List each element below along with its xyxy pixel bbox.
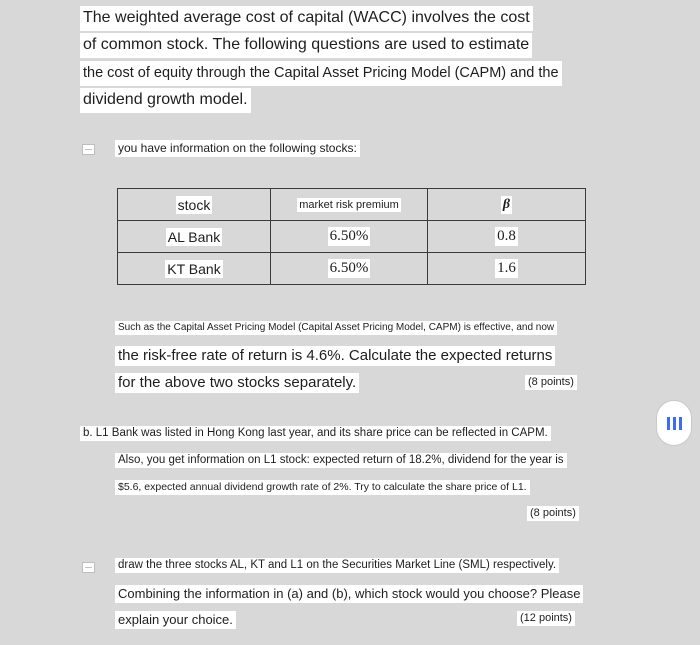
part-c-points: (12 points) xyxy=(517,611,575,626)
part-b-text-2: Also, you get information on L1 stock: expected return of 18.2%, dividend for the year is xyxy=(115,453,567,468)
intro-line-3: the cost of equity through the Capital Asset Pricing Model (CAPM) and the xyxy=(80,61,562,86)
table-row xyxy=(118,253,586,285)
part-a-text-3: for the above two stocks separately. xyxy=(115,373,359,393)
part-a-text-2: the risk-free rate of return is 4.6%. Calculate the expected returns xyxy=(115,346,555,366)
part-a-marker-icon: — xyxy=(82,144,95,155)
intro-line-1: The weighted average cost of capital (WACC) involves the cost xyxy=(80,6,533,31)
cell-stock: KT Bank xyxy=(118,253,271,285)
part-a-points: (8 points) xyxy=(525,375,577,390)
cell-beta: 0.8 xyxy=(428,221,586,253)
part-b-text-1: b. L1 Bank was listed in Hong Kong last year, and its share price can be reflected in CAPM. xyxy=(80,426,551,441)
side-menu-button[interactable] xyxy=(656,400,692,446)
part-a-text-1: Such as the Capital Asset Pricing Model (Capital Asset Pricing Model, CAPM) is effective, and now xyxy=(115,321,557,335)
cell-premium: 6.50% xyxy=(271,221,428,253)
table-header-row xyxy=(118,189,586,221)
cell-premium: 6.50% xyxy=(271,253,428,285)
cell-beta: 1.6 xyxy=(428,253,586,285)
part-c-marker-icon: — xyxy=(82,562,95,573)
table-row xyxy=(118,221,586,253)
part-c-text-1: draw the three stocks AL, KT and L1 on the Securities Market Line (SML) respectively. xyxy=(115,558,559,573)
header-stock: stock xyxy=(118,189,271,221)
part-a-lead: you have information on the following stocks: xyxy=(115,140,360,157)
part-c-text-2: Combining the information in (a) and (b), which stock would you choose? Please xyxy=(115,585,583,603)
header-beta: β xyxy=(428,189,586,221)
intro-line-2: of common stock. The following questions are used to estimate xyxy=(80,33,532,58)
part-b-points: (8 points) xyxy=(527,506,579,521)
part-b-text-3: $5.6, expected annual dividend growth rate of 2%. Try to calculate the share price of L1. xyxy=(115,480,530,495)
stocks-table xyxy=(117,188,586,285)
intro-line-4: dividend growth model. xyxy=(80,88,251,113)
cell-stock: AL Bank xyxy=(118,221,271,253)
header-market-risk-premium: market risk premium xyxy=(271,189,428,221)
menu-bars-icon xyxy=(667,417,682,430)
part-c-text-3: explain your choice. xyxy=(115,611,236,629)
